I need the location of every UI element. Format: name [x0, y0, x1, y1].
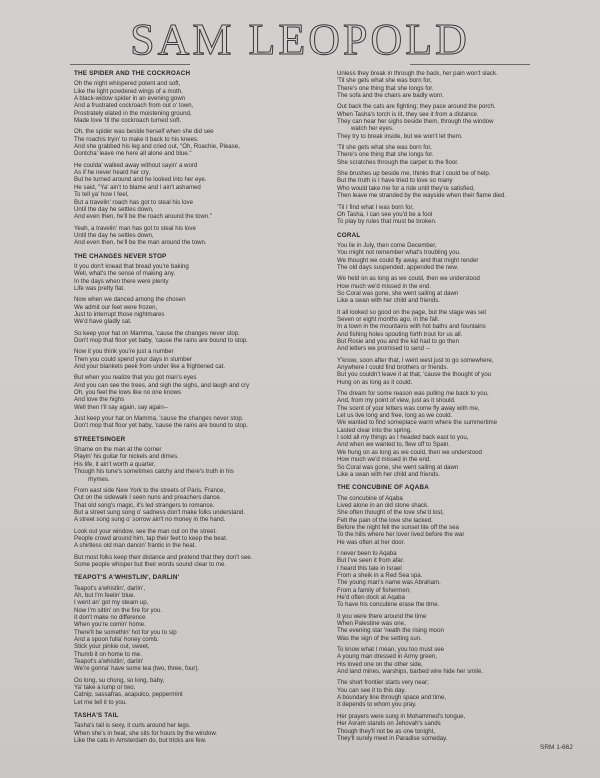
lyric-stanza [74, 330, 314, 345]
lyric-stanza [337, 357, 587, 386]
lyric-line: People crowd around him, tap their feet to keep the beat. [74, 534, 228, 542]
lyric-stanza [337, 390, 587, 478]
lyric-line: How much we'd missed in the end. [337, 282, 431, 290]
lyric-stanza [74, 677, 314, 706]
lyric-line: Don't mop that floor yet baby, 'cause the rains are bound to stop. [74, 337, 248, 344]
lyric-line: Who would take me for a ride until they're satisfied, [337, 184, 475, 192]
lyric-line: We'd have gladly sat. [74, 318, 132, 326]
lyric-line: The concubine of Aqaba [337, 494, 403, 502]
lyric-line: A black-widow spider in an evening gown [74, 95, 186, 103]
lyric-line: But a travelin' roach has got to steal his love [74, 198, 194, 206]
lyric-stanza [74, 585, 314, 673]
lyric-line: He'd often dock at Aqaba [337, 594, 405, 601]
song-title: CORAL [337, 231, 361, 239]
lyric-line: As if he never heard her cry, [74, 169, 151, 177]
lyric-line: And a frustrated cockroach from out o' town, [74, 102, 194, 110]
lyric-line: We admit our feet were frozen, [74, 303, 158, 311]
lyric-line: Like the light powdered wings of a moth. [74, 87, 183, 95]
lyric-line: Oo long, su chong, so long, baby, [74, 676, 165, 684]
lyric-line: Like a swan with her child and friends. [337, 297, 440, 305]
lyric-line: Teapot's a'whistlin', darlin', [74, 584, 146, 592]
lyric-line: 'Til she gets what she was born for, [337, 144, 432, 152]
lyric-line: The evening star 'neath the rising moon [337, 627, 444, 635]
lyric-line: When she's in heat, she sits for hours by the window. [74, 729, 218, 737]
lyric-line: It don't make no difference [74, 614, 146, 621]
title-rule-left [70, 64, 190, 65]
lyric-stanza [74, 554, 314, 569]
lyric-line: Then you could spend your days in slumber [74, 355, 192, 363]
right-column [337, 70, 587, 748]
lyric-line: From east side New York to the streets of Paris, France, [74, 486, 226, 494]
lyric-line: We wanted to find someplace warm where the summertime [337, 419, 498, 427]
lyric-line: To tell ya' how I feel, [74, 191, 129, 199]
lyric-line: Lived alone in an old stone shack. [337, 501, 429, 509]
song-title: THE CONCUBINE OF AQABA [337, 484, 429, 492]
lyric-line: Yeah, a travelin' man has got to steal his love [74, 224, 196, 232]
lyric-line: So keep your hat on Mamma, 'cause the changes never stop. [74, 329, 240, 337]
lyric-line: Was the sign of the setting sun. [337, 634, 422, 642]
lyric-line: They try to break inside, but we won't let them. [337, 132, 463, 140]
song-block [74, 253, 314, 430]
lyric-line: The young man's name was Abraham, [337, 579, 441, 587]
lyric-line: Playin' his guitar for nickels and dimes. [74, 453, 179, 461]
lyric-line: Now I'm sittin' on the fire for you. [74, 606, 163, 614]
lyric-line: We're gonna' have some tea (two, three, four). [74, 665, 200, 673]
lyric-line: Out on the sidewalk I seen nuns and preachers dance. [74, 494, 222, 502]
lyric-stanza [337, 679, 587, 708]
lyric-line: Ya' take a lump or two, [74, 684, 136, 692]
lyric-line: But when you realize that you got man's eyes [74, 374, 197, 382]
lyric-line: Lasted clear into the spring. [337, 426, 412, 434]
lyric-stanza [337, 646, 587, 675]
lyric-line: He coulda' walked away without sayin' a word [74, 161, 198, 169]
lyric-line: A shirtless old man dancin' frantic in the heat. [74, 542, 197, 550]
lyric-line: But you couldn't leave it at that, 'cause the thought of you [337, 371, 492, 379]
lyric-line: She often thought of the love she'd lost, [337, 509, 444, 517]
lyric-line: And letters we promised to send -- [337, 345, 430, 353]
song-block [74, 436, 314, 569]
lyric-line: So Coral was gone, she went sailing at dawn [337, 463, 459, 471]
lyric-line: Y'know, soon after that, I went west just to go somewhere, [337, 356, 494, 364]
lyric-line: I never been to Aqaba [337, 549, 397, 557]
lyric-line: But most folks keep their distance and pretend that they don't see. [74, 553, 253, 561]
lyric-stanza [337, 495, 587, 546]
lyric-line: Tasha's tail is sexy, it curls around her legs. [74, 722, 191, 730]
lyric-stanza [74, 162, 314, 221]
lyric-line: Now when we danced among the chosen [74, 296, 186, 304]
lyric-line: Like the cats in Amsterdam do, but tricks are few. [74, 737, 207, 745]
lyric-line: Until the day he settles down, [74, 231, 154, 239]
lyric-line: We held on as long as we could, then we understood [337, 275, 480, 283]
lyric-line: Well, what's the sense of making any. [74, 270, 176, 278]
lyric-line: The dream for some reason was pulling me back to you, [337, 390, 489, 398]
lyric-line: And even then, he'll be the man around the town. [74, 239, 207, 247]
left-column [74, 70, 314, 751]
lyric-line: And you can see the trees, and sigh the sighs, and laugh and cry [74, 381, 250, 389]
lyric-line: To know what I mean, you too must see [337, 646, 445, 654]
lyric-line: But a street sung song o' sadness don't make folks understand. [74, 508, 246, 516]
lyric-line: His loved one on the other side, [337, 660, 423, 668]
lyric-line: He said, "Ya' ain't to blame and I ain't ashamed [74, 183, 201, 191]
title-rule-right [410, 64, 530, 65]
lyric-stanza [74, 80, 314, 124]
lyric-line: I sold all my things as I headed back east to you, [337, 434, 469, 442]
lyric-line: Seven or eight months ago, in the fall. [337, 315, 440, 323]
lyric-line: You can see it to this day. [337, 686, 406, 694]
lyric-line: Just to interrupt those nightmares [74, 310, 165, 318]
lyric-line: And she grabbed his leg and cried out, "Oh, Roachie, Please, [74, 143, 240, 151]
lyric-line: And even then, he'll be the roach around the town." [74, 213, 213, 221]
lyric-line: From a sheik in a Red Sea spa. [337, 571, 423, 579]
lyric-line: It all looked so good on the page, but the stage was set [337, 308, 487, 316]
lyric-line: The roachis tryin' to make it back to his knees. [74, 135, 199, 143]
song-title: TEAPOT'S A'WHISTLIN', DARLIN' [74, 574, 180, 582]
lyric-line: But I've seen it from afar. [337, 557, 405, 565]
lyric-line: We hung on as long as we could, then we understood [337, 448, 482, 456]
lyric-line: Catnip, sassafras, acapulco, peppermint [74, 691, 183, 699]
lyric-stanza [337, 613, 587, 642]
lyric-line: But he turned around and he looked into her eye. [74, 176, 207, 184]
lyric-line: There's one thing that she longs for. [337, 151, 434, 159]
song-title: STREETSINGER [74, 435, 126, 443]
lyric-line: Stick your pinkie out, sweet, [74, 643, 150, 651]
lyric-stanza [337, 713, 587, 742]
lyric-stanza [337, 204, 587, 226]
lyric-line: Just keep your hat on Mamma, 'cause the changes never stop. [74, 415, 244, 423]
lyric-stanza [337, 275, 587, 304]
song-block [337, 484, 587, 742]
lyric-stanza [74, 528, 314, 550]
lyric-line: Out back the cats are fighting; they pace around the porch. [337, 103, 496, 111]
lyric-line: Let us live long and free, long as we could. [337, 412, 453, 420]
lyric-line: She brushes up beside me, thinks that I could be of help. [337, 170, 491, 178]
lyric-line: Like a swan with her child and friends. [337, 470, 440, 478]
lyric-line: So Coral was gone, she went sailing at dawn [337, 289, 459, 297]
lyric-line: It depends to whom you pray. [337, 701, 417, 709]
song-block [74, 712, 314, 744]
lyric-stanza [337, 550, 587, 609]
lyric-stanza [337, 103, 587, 140]
lyric-line: Her prayers were sung in Mohammed's tongue, [337, 712, 466, 720]
lyric-line: When you're comin' home. [74, 621, 146, 629]
lyric-line: A street song sung o' sorrow ain't no money in the hand. [74, 516, 226, 524]
lyric-line: And when we wanted to, flew off to Spain. [337, 441, 451, 449]
lyric-line: Teapot's a'whistlin', darlin' [74, 658, 144, 666]
lyric-line: A young man dressed in Army green, [337, 653, 437, 661]
lyric-line: His life, it ain't worth a quarter, [74, 460, 156, 468]
lyric-line: When Tasha's torch is lit, they see it from a distance. [337, 110, 479, 118]
lyric-stanza [74, 722, 314, 744]
lyric-line: It you don't knead that bread you're baking [74, 262, 189, 270]
lyric-line: In the days when there were plenty [74, 277, 169, 285]
lyric-line: It you were there around the time [337, 612, 427, 620]
lyric-line: They can hear her sighs beside them, through the window [337, 118, 494, 126]
lyric-line: Look out your window, see the man out on the street. [74, 527, 217, 535]
lyric-line: He was often at her door. [337, 538, 406, 546]
lyric-line: Now it you think you're just a number [74, 348, 174, 356]
lyric-line: And love the highs [74, 396, 125, 404]
song-title: THE SPIDER AND THE COCKROACH [74, 70, 191, 77]
lyric-stanza [337, 242, 587, 271]
lyric-stanza [74, 225, 314, 247]
lyric-line: When Palestine was one, [337, 620, 406, 628]
artist-title: SAM LEOPOLD [130, 15, 470, 64]
lyric-stanza [337, 309, 587, 353]
lyric-line: I went an' got my steam up, [74, 599, 149, 607]
lyric-line: The sofa and the chairs are badly worn. [337, 92, 445, 100]
lyric-line: watch her eyes. [351, 125, 394, 133]
lyric-stanza [74, 263, 314, 292]
lyric-line: Unless they break in through the back, her pain won't slack. [337, 70, 498, 77]
lyric-line: Then leave me stranded by the wayside when their flame died. [337, 192, 507, 200]
lyric-line: 'Til she gets what she was born for, [337, 77, 432, 85]
lyric-line: Though they'll not be as one tonight, [337, 727, 436, 735]
lyric-stanza [337, 170, 587, 199]
lyric-line: Made love 'til the cockroach turned soft. [74, 117, 182, 125]
lyric-line: Life was pretty flat. [74, 284, 125, 292]
lyric-line: A boundary line through space and time, [337, 694, 447, 702]
lyric-line: There's one thing that she longs for. [337, 84, 434, 92]
song-block [74, 574, 314, 706]
lyric-line: The short frontier starts very near; [337, 679, 429, 687]
song-title: TASHA'S TAIL [74, 712, 119, 720]
song-block [337, 70, 587, 226]
lyric-line: Thumb it on home to me. [74, 650, 142, 658]
lyric-line: To have his concubine erase the time. [337, 601, 440, 609]
lyric-line: How much we'd missed in the end. [337, 456, 431, 464]
lyric-line: In a town in the mountains with hot baths and fountains [337, 323, 486, 331]
lyric-line: That old song's magic, it's led strangers to romance. [74, 501, 215, 509]
lyric-line: We thought we could fly away, and that might render [337, 256, 479, 264]
lyric-line: Oh Tasha, I can see you'd be a fool [337, 210, 433, 218]
lyric-line: The scent of your letters was come fly away with me, [337, 404, 480, 412]
lyric-stanza [74, 446, 314, 483]
lyric-line: And a spoon fulla' honey comb. [74, 636, 159, 644]
lyric-line: And fishing holes spouting forth trout for us all. [337, 330, 463, 338]
lyric-line: To the hills where her lover lived before the war [337, 531, 465, 539]
lyric-line: Shame on the man at the corner [74, 446, 162, 454]
lyric-line: Until the day he settles down, [74, 205, 154, 213]
lyric-line: But the truth is I have tried to love so many [337, 177, 453, 185]
lyric-line: Felt the pain of the love she lacked. [337, 516, 433, 524]
lyric-line: To play by rules that must be broken. [337, 218, 437, 226]
lyric-line: They'll surely meet in Paradise someday. [337, 734, 448, 742]
lyric-stanza [74, 415, 314, 430]
catalog-number: SRM 1-662 [540, 744, 573, 751]
lyric-line: rhymes. [88, 475, 110, 483]
lyric-line: Before the night fell the sunset lite off the sea [337, 523, 459, 531]
lyric-line: Oh the night whispered potent and soft, [74, 80, 181, 88]
lyric-line: And land mines, warships, barbed wire hide her smile. [337, 668, 483, 676]
lyric-line: Don't mop that floor yet baby, 'cause the rains are bound to stop. [74, 422, 248, 430]
lyric-line: Ah, but I'm feelin' blue. [74, 591, 136, 599]
lyric-line: From a family of fishermen; [337, 586, 411, 594]
song-block [74, 70, 314, 247]
lyric-line: And, from my point of view, just as it should. [337, 397, 456, 405]
lyric-line: But Rosie and you and the kid had to go then [337, 338, 459, 345]
lyric-line: Prostrately elated in the moistening ground, [74, 109, 192, 117]
lyric-line: Let me tell it to you. [74, 698, 127, 706]
lyric-line: I heard this tale in Israel [337, 564, 402, 572]
song-block [337, 232, 587, 479]
lyric-line: Oh, the spider was beside herself when she did see [74, 128, 214, 136]
lyric-line: And your blankets peek from under like a frightened cat. [74, 363, 226, 371]
lyric-stanza [337, 70, 587, 99]
lyric-line: The old days suspended, appended the new. [337, 263, 459, 271]
song-title: THE CHANGES NEVER STOP [74, 252, 167, 260]
lyric-line: You lie in July, then come December, [337, 241, 437, 249]
lyric-line: Well then I'll say again, say again-- [74, 403, 168, 411]
lyric-line: There'll be somethin' hot for you to sip [74, 628, 177, 636]
lyric-stanza [74, 374, 314, 411]
lyric-line: Her Avram stands on Jehovah's sands [337, 720, 441, 728]
lyric-stanza [74, 348, 314, 370]
lyric-line: You might not remember what's troubling you. [337, 249, 461, 257]
lyric-stanza [74, 128, 314, 157]
lyric-line: 'Til I find what I was born for, [337, 203, 414, 211]
lyric-line: Dontcha' leave me here all alone and blue." [74, 150, 192, 158]
lyric-line: Some people whisper but their words sound clear to me. [74, 560, 227, 568]
lyric-line: She scratches through the carpet to the floor. [337, 158, 459, 166]
lyric-line: Though his tune's sometimes catchy and there's truth in his [74, 468, 234, 476]
lyric-stanza [74, 296, 314, 325]
lyric-stanza [337, 144, 587, 166]
lyric-line: Oh, you feel the lows like no one knows [74, 389, 182, 397]
lyric-line: Anywhere I could find brothers or friends. [337, 364, 449, 372]
lyric-stanza [74, 487, 314, 524]
lyric-line: Hung on as long as it could. [337, 378, 413, 386]
